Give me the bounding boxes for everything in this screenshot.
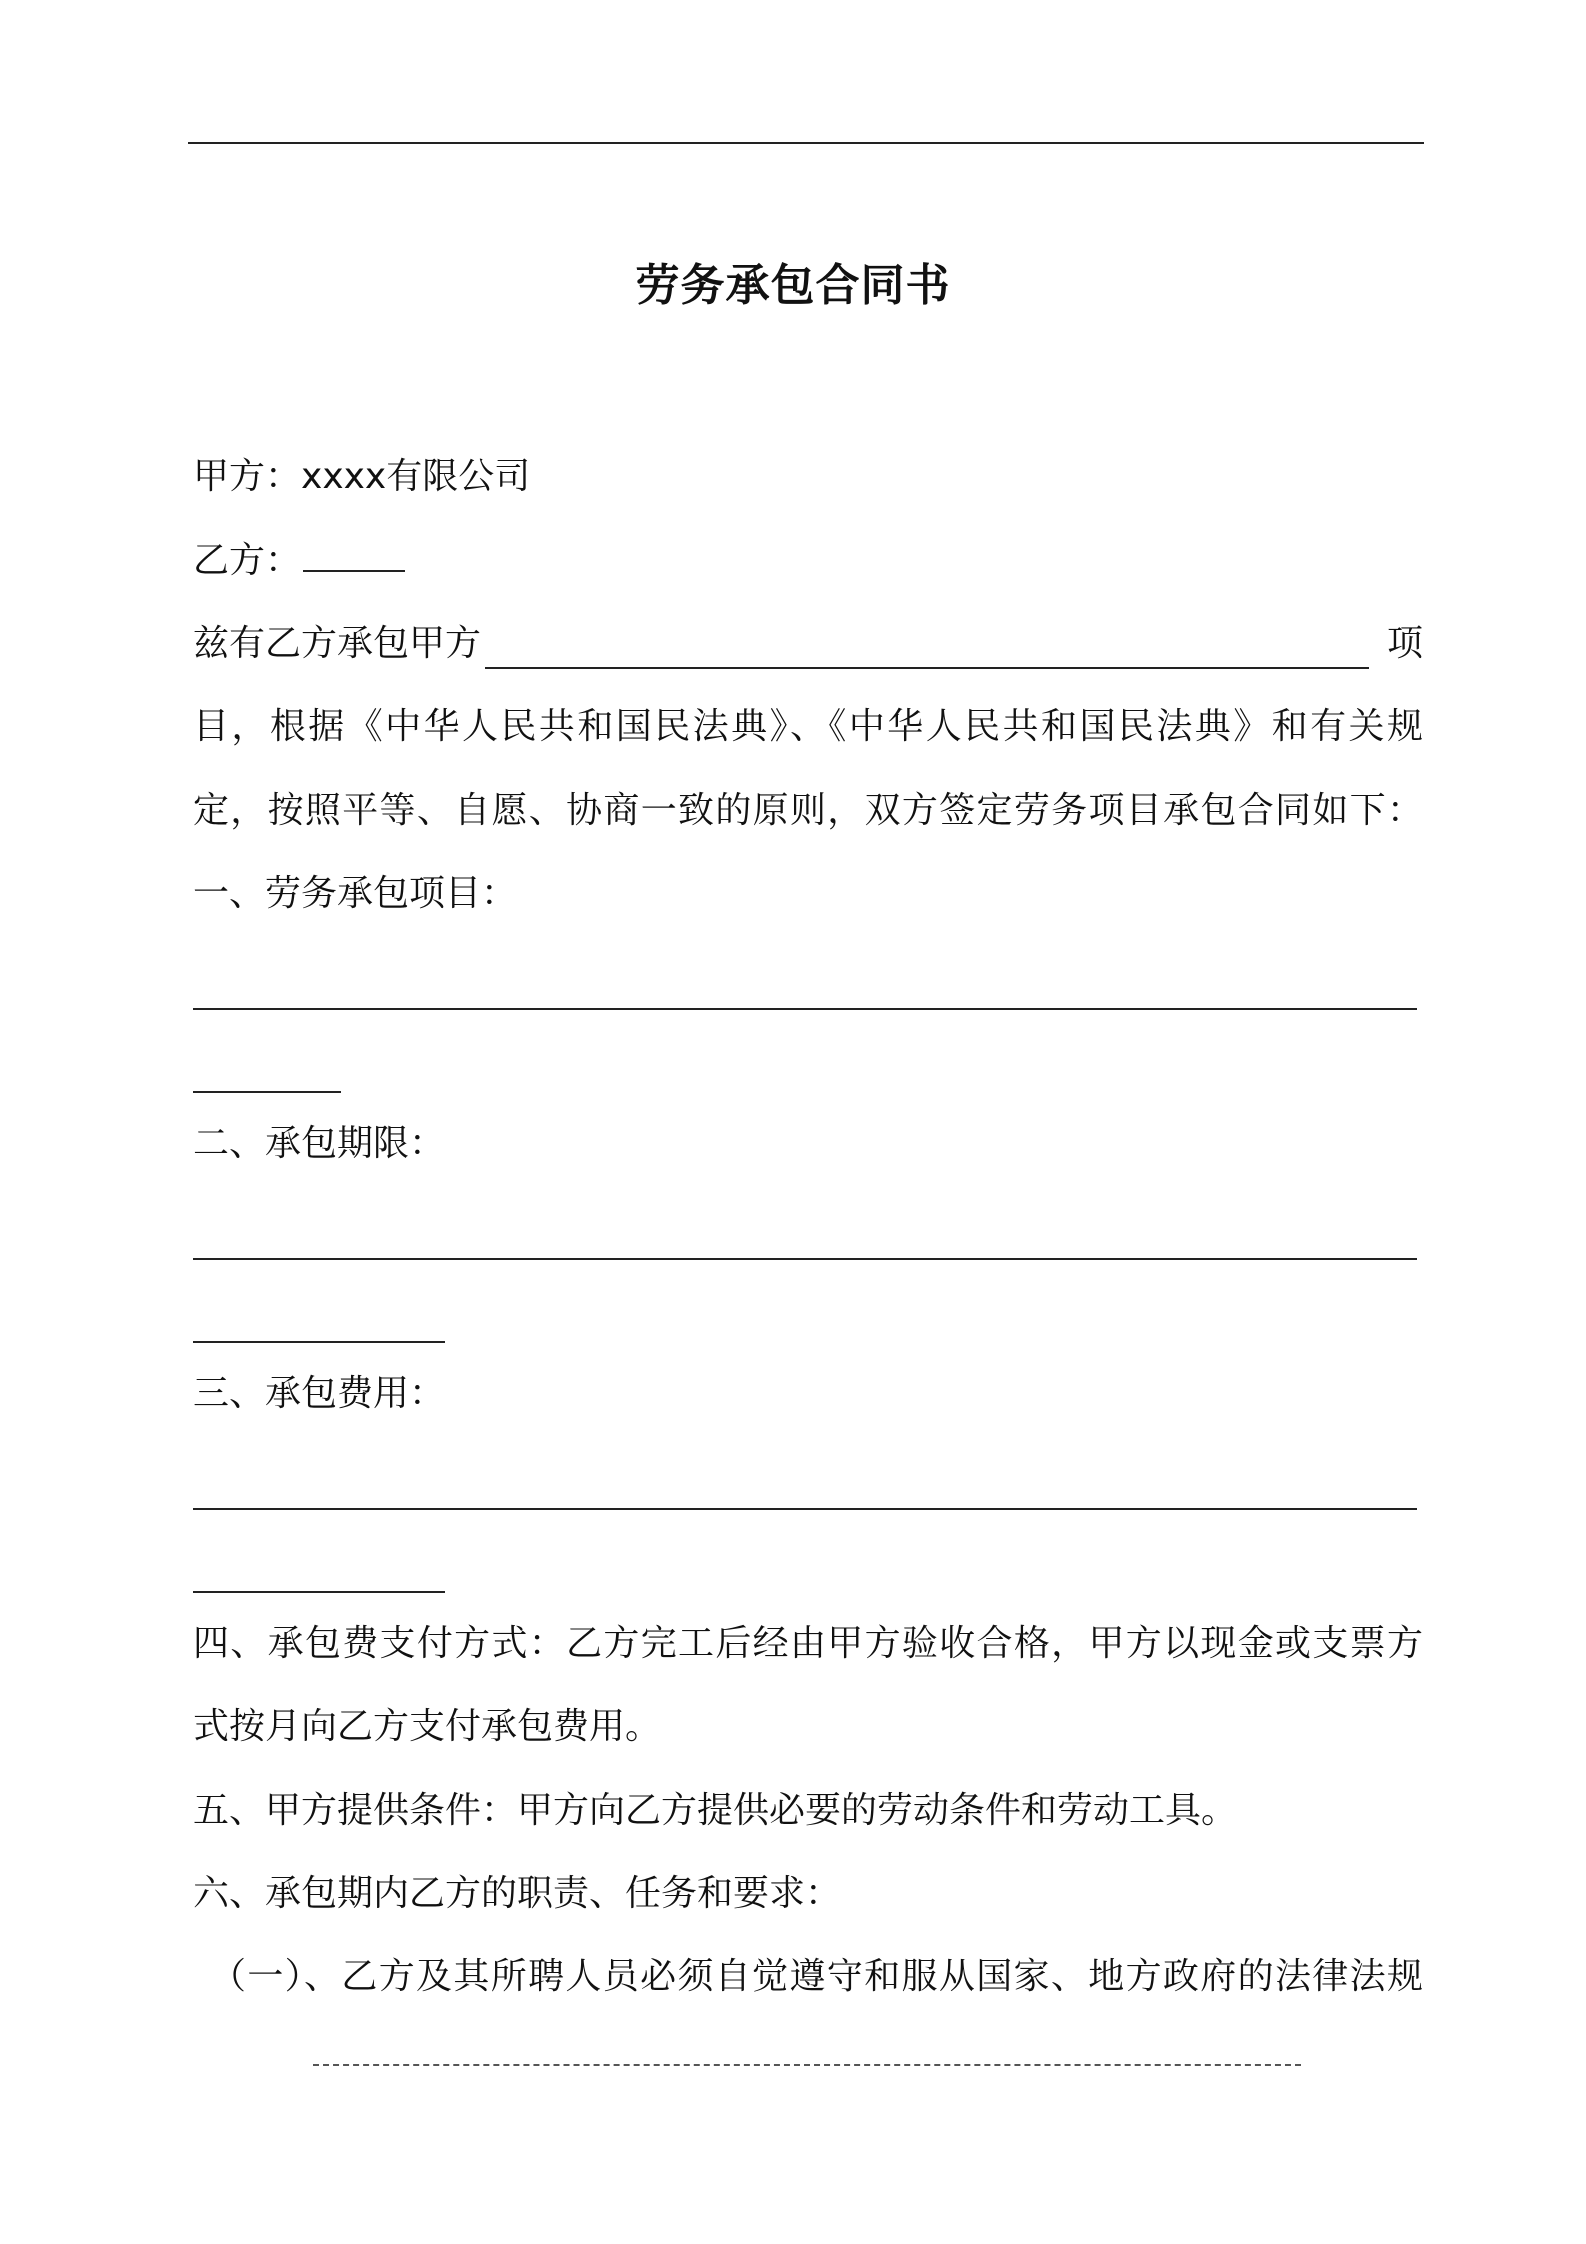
intro-line-3: 定，按照平等、自愿、协商一致的原则，双方签定劳务项目承包合同如下：: [193, 790, 1423, 831]
section-4-line-1: 四、承包费支付方式：乙方完工后经由甲方验收合格，甲方以现金或支票方: [193, 1623, 1423, 1664]
section-1-heading: 一、劳务承包项目：: [193, 873, 518, 914]
section-5: 五、甲方提供条件：甲方向乙方提供必要的劳动条件和劳动工具。: [193, 1790, 1238, 1831]
intro-line-1-end: 项: [1386, 623, 1423, 664]
section-6-heading: 六、承包期内乙方的职责、任务和要求：: [193, 1873, 842, 1914]
footer-dashed-rule: [313, 2064, 1301, 2066]
section-3-blank-line-short: [193, 1591, 445, 1593]
party-a-line: [193, 452, 1423, 502]
header-rule: [188, 142, 1424, 144]
section-6-item-1: （一）、乙方及其所聘人员必须自觉遵守和服从国家、地方政府的法律法规: [210, 1956, 1423, 1997]
document-title: 劳务承包合同书: [635, 260, 951, 311]
section-2-blank-line: [193, 1258, 1417, 1260]
party-b-label: 乙方：: [193, 540, 302, 581]
section-3-heading: 三、承包费用：: [193, 1373, 446, 1414]
project-name-blank: [485, 633, 1369, 669]
party-b-line: [193, 536, 1423, 586]
intro-line-1-start: 兹有乙方承包甲方: [193, 623, 482, 664]
party-a-value: xxxx有限公司: [301, 456, 531, 497]
intro-line-2: 目，根据《中华人民共和国民法典》、《中华人民共和国民法典》和有关规: [193, 706, 1423, 747]
party-b-blank: [303, 536, 405, 572]
section-2-heading: 二、承包期限：: [193, 1123, 446, 1164]
party-a-label: 甲方：: [193, 456, 302, 497]
section-1-blank-line: [193, 1008, 1417, 1010]
section-4-line-2: 式按月向乙方支付承包费用。: [193, 1706, 662, 1747]
intro-line-1: [193, 619, 1423, 669]
section-2-blank-line-short: [193, 1341, 445, 1343]
section-1-blank-line-short: [193, 1091, 341, 1093]
section-3-blank-line: [193, 1508, 1417, 1510]
